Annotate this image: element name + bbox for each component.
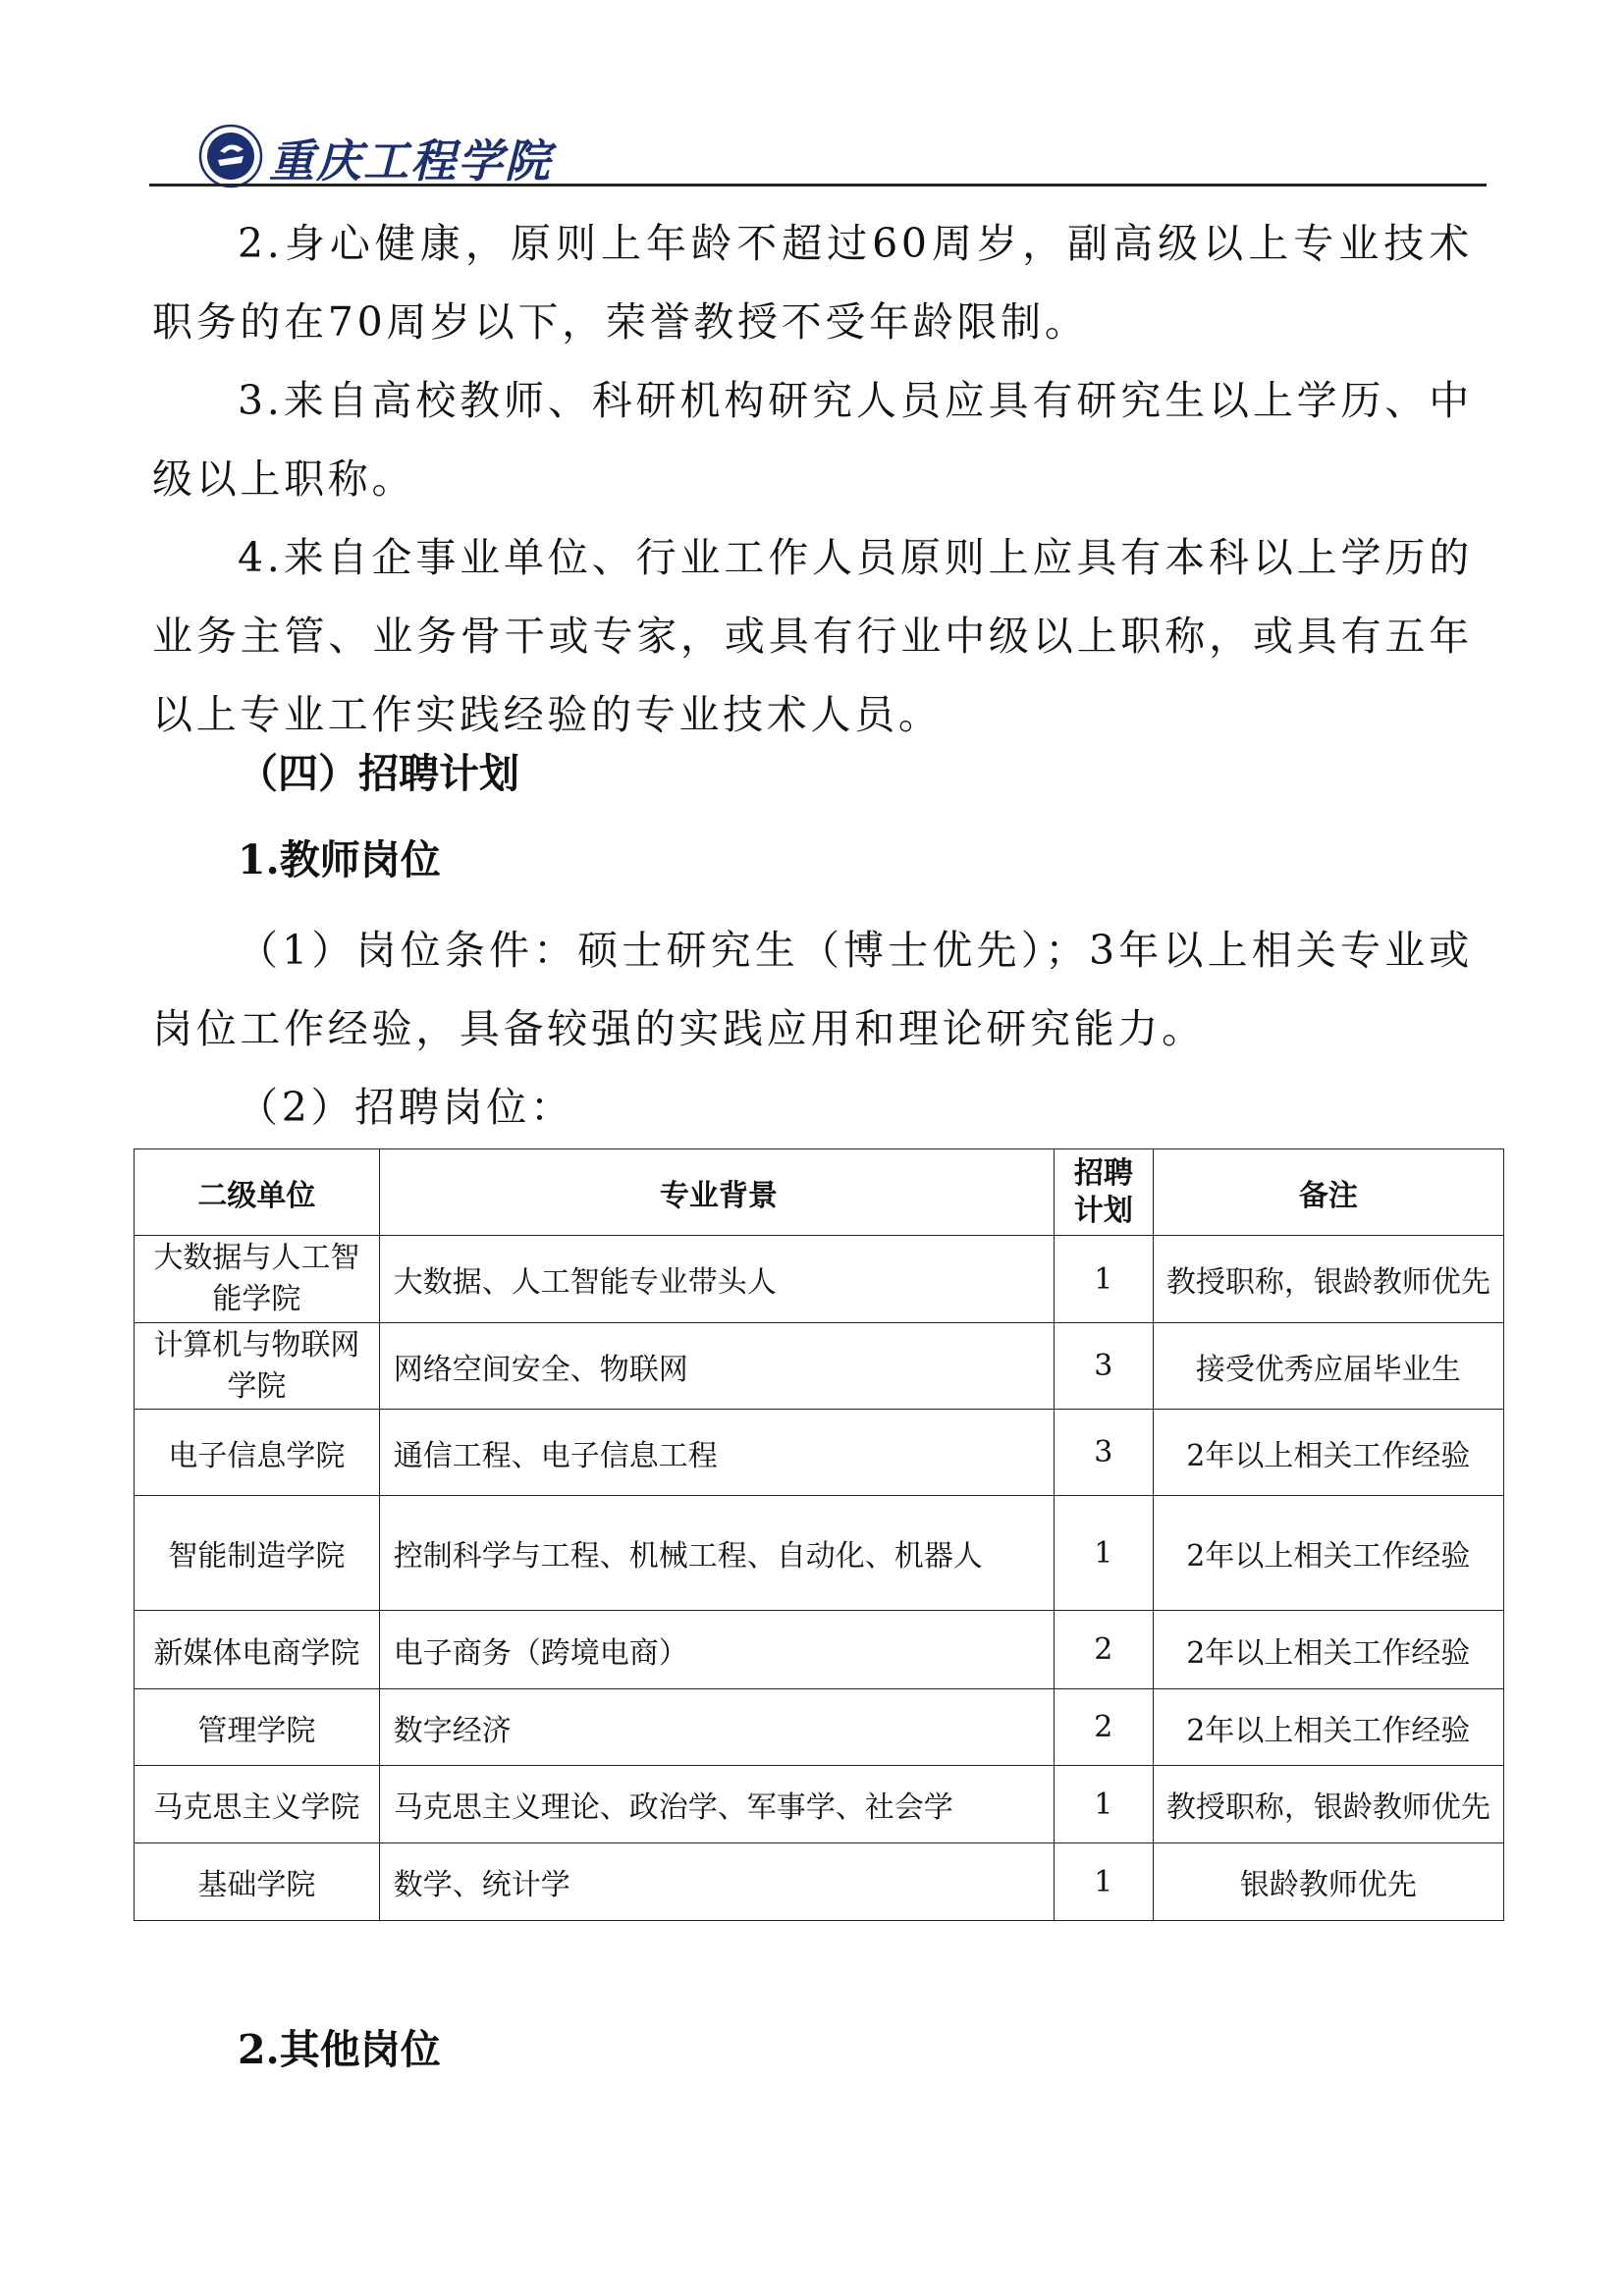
paragraph-health-age: 2.身心健康，原则上年龄不超过60周岁，副高级以上专业技术职务的在70周岁以下，荣誉教授不受年龄限制。 (152, 220, 1473, 346)
cell-quota: 1 (1055, 1496, 1154, 1611)
positions-table (134, 1148, 1504, 1921)
cell-unit: 电子信息学院 (135, 1410, 380, 1496)
header-major: 专业背景 (379, 1149, 1054, 1236)
table-row (135, 1496, 1504, 1611)
cell-unit: 大数据与人工智能学院 (135, 1236, 380, 1323)
cell-unit: 新媒体电商学院 (135, 1611, 380, 1689)
table-row (135, 1323, 1504, 1410)
cell-unit: 管理学院 (135, 1689, 380, 1766)
paragraph-industry: 4.来自企事业单位、行业工作人员原则上应具有本科以上学历的业务主管、业务骨干或专家，或具有行业中级以上职称，或具有五年以上专业工作实践经验的专业技术人员。 (152, 534, 1473, 738)
table-row (135, 1689, 1504, 1766)
cell-major: 数字经济 (379, 1689, 1054, 1766)
header-quota: 招聘计划 (1055, 1149, 1154, 1236)
school-name: 重庆工程学院 (269, 134, 552, 187)
cell-major: 数学、统计学 (379, 1843, 1054, 1921)
cell-quota: 1 (1055, 1843, 1154, 1921)
school-seal-icon (198, 124, 263, 188)
paragraph-education: 3.来自高校教师、科研机构研究人员应具有研究生以上学历、中级以上职称。 (152, 377, 1473, 503)
cell-remark: 2年以上相关工作经验 (1153, 1689, 1503, 1766)
header-unit: 二级单位 (135, 1149, 380, 1236)
paragraph-position-conditions: （1）岗位条件：硕士研究生（博士优先）；3年以上相关专业或岗位工作经验，具备较强的实践应用和理论研究能力。 (152, 927, 1473, 1052)
header-remark: 备注 (1153, 1149, 1503, 1236)
cell-quota: 2 (1055, 1611, 1154, 1689)
cell-remark: 银龄教师优先 (1153, 1843, 1503, 1921)
cell-remark: 教授职称，银龄教师优先 (1153, 1766, 1503, 1843)
cell-major: 网络空间安全、物联网 (379, 1323, 1054, 1410)
cell-unit: 计算机与物联网学院 (135, 1323, 380, 1410)
cell-unit: 马克思主义学院 (135, 1766, 380, 1843)
cell-remark: 2年以上相关工作经验 (1153, 1611, 1503, 1689)
cell-unit: 智能制造学院 (135, 1496, 380, 1611)
cell-quota: 1 (1055, 1766, 1154, 1843)
table-row (135, 1843, 1504, 1921)
section-title-recruitment-plan: （四）招聘计划 (238, 750, 519, 797)
positions-label: （2）招聘岗位： (238, 1084, 574, 1131)
cell-major: 通信工程、电子信息工程 (379, 1410, 1054, 1496)
table-row (135, 1766, 1504, 1843)
cell-major: 电子商务（跨境电商） (379, 1611, 1054, 1689)
cell-quota: 2 (1055, 1689, 1154, 1766)
table-row (135, 1410, 1504, 1496)
cell-remark: 2年以上相关工作经验 (1153, 1410, 1503, 1496)
section-title-other-positions: 2.其他岗位 (238, 2026, 441, 2073)
table-header-row (135, 1149, 1504, 1236)
cell-remark: 2年以上相关工作经验 (1153, 1496, 1503, 1611)
table-row (135, 1611, 1504, 1689)
cell-remark: 接受优秀应届毕业生 (1153, 1323, 1503, 1410)
cell-unit: 基础学院 (135, 1843, 380, 1921)
section-title-teacher-positions: 1.教师岗位 (238, 836, 441, 883)
cell-quota: 1 (1055, 1236, 1154, 1323)
cell-major: 控制科学与工程、机械工程、自动化、机器人 (379, 1496, 1054, 1611)
cell-major: 大数据、人工智能专业带头人 (379, 1236, 1054, 1323)
header-divider (149, 184, 1487, 187)
cell-quota: 3 (1055, 1323, 1154, 1410)
table-row (135, 1236, 1504, 1323)
page-header (149, 116, 1487, 189)
cell-quota: 3 (1055, 1410, 1154, 1496)
cell-remark: 教授职称，银龄教师优先 (1153, 1236, 1503, 1323)
cell-major: 马克思主义理论、政治学、军事学、社会学 (379, 1766, 1054, 1843)
